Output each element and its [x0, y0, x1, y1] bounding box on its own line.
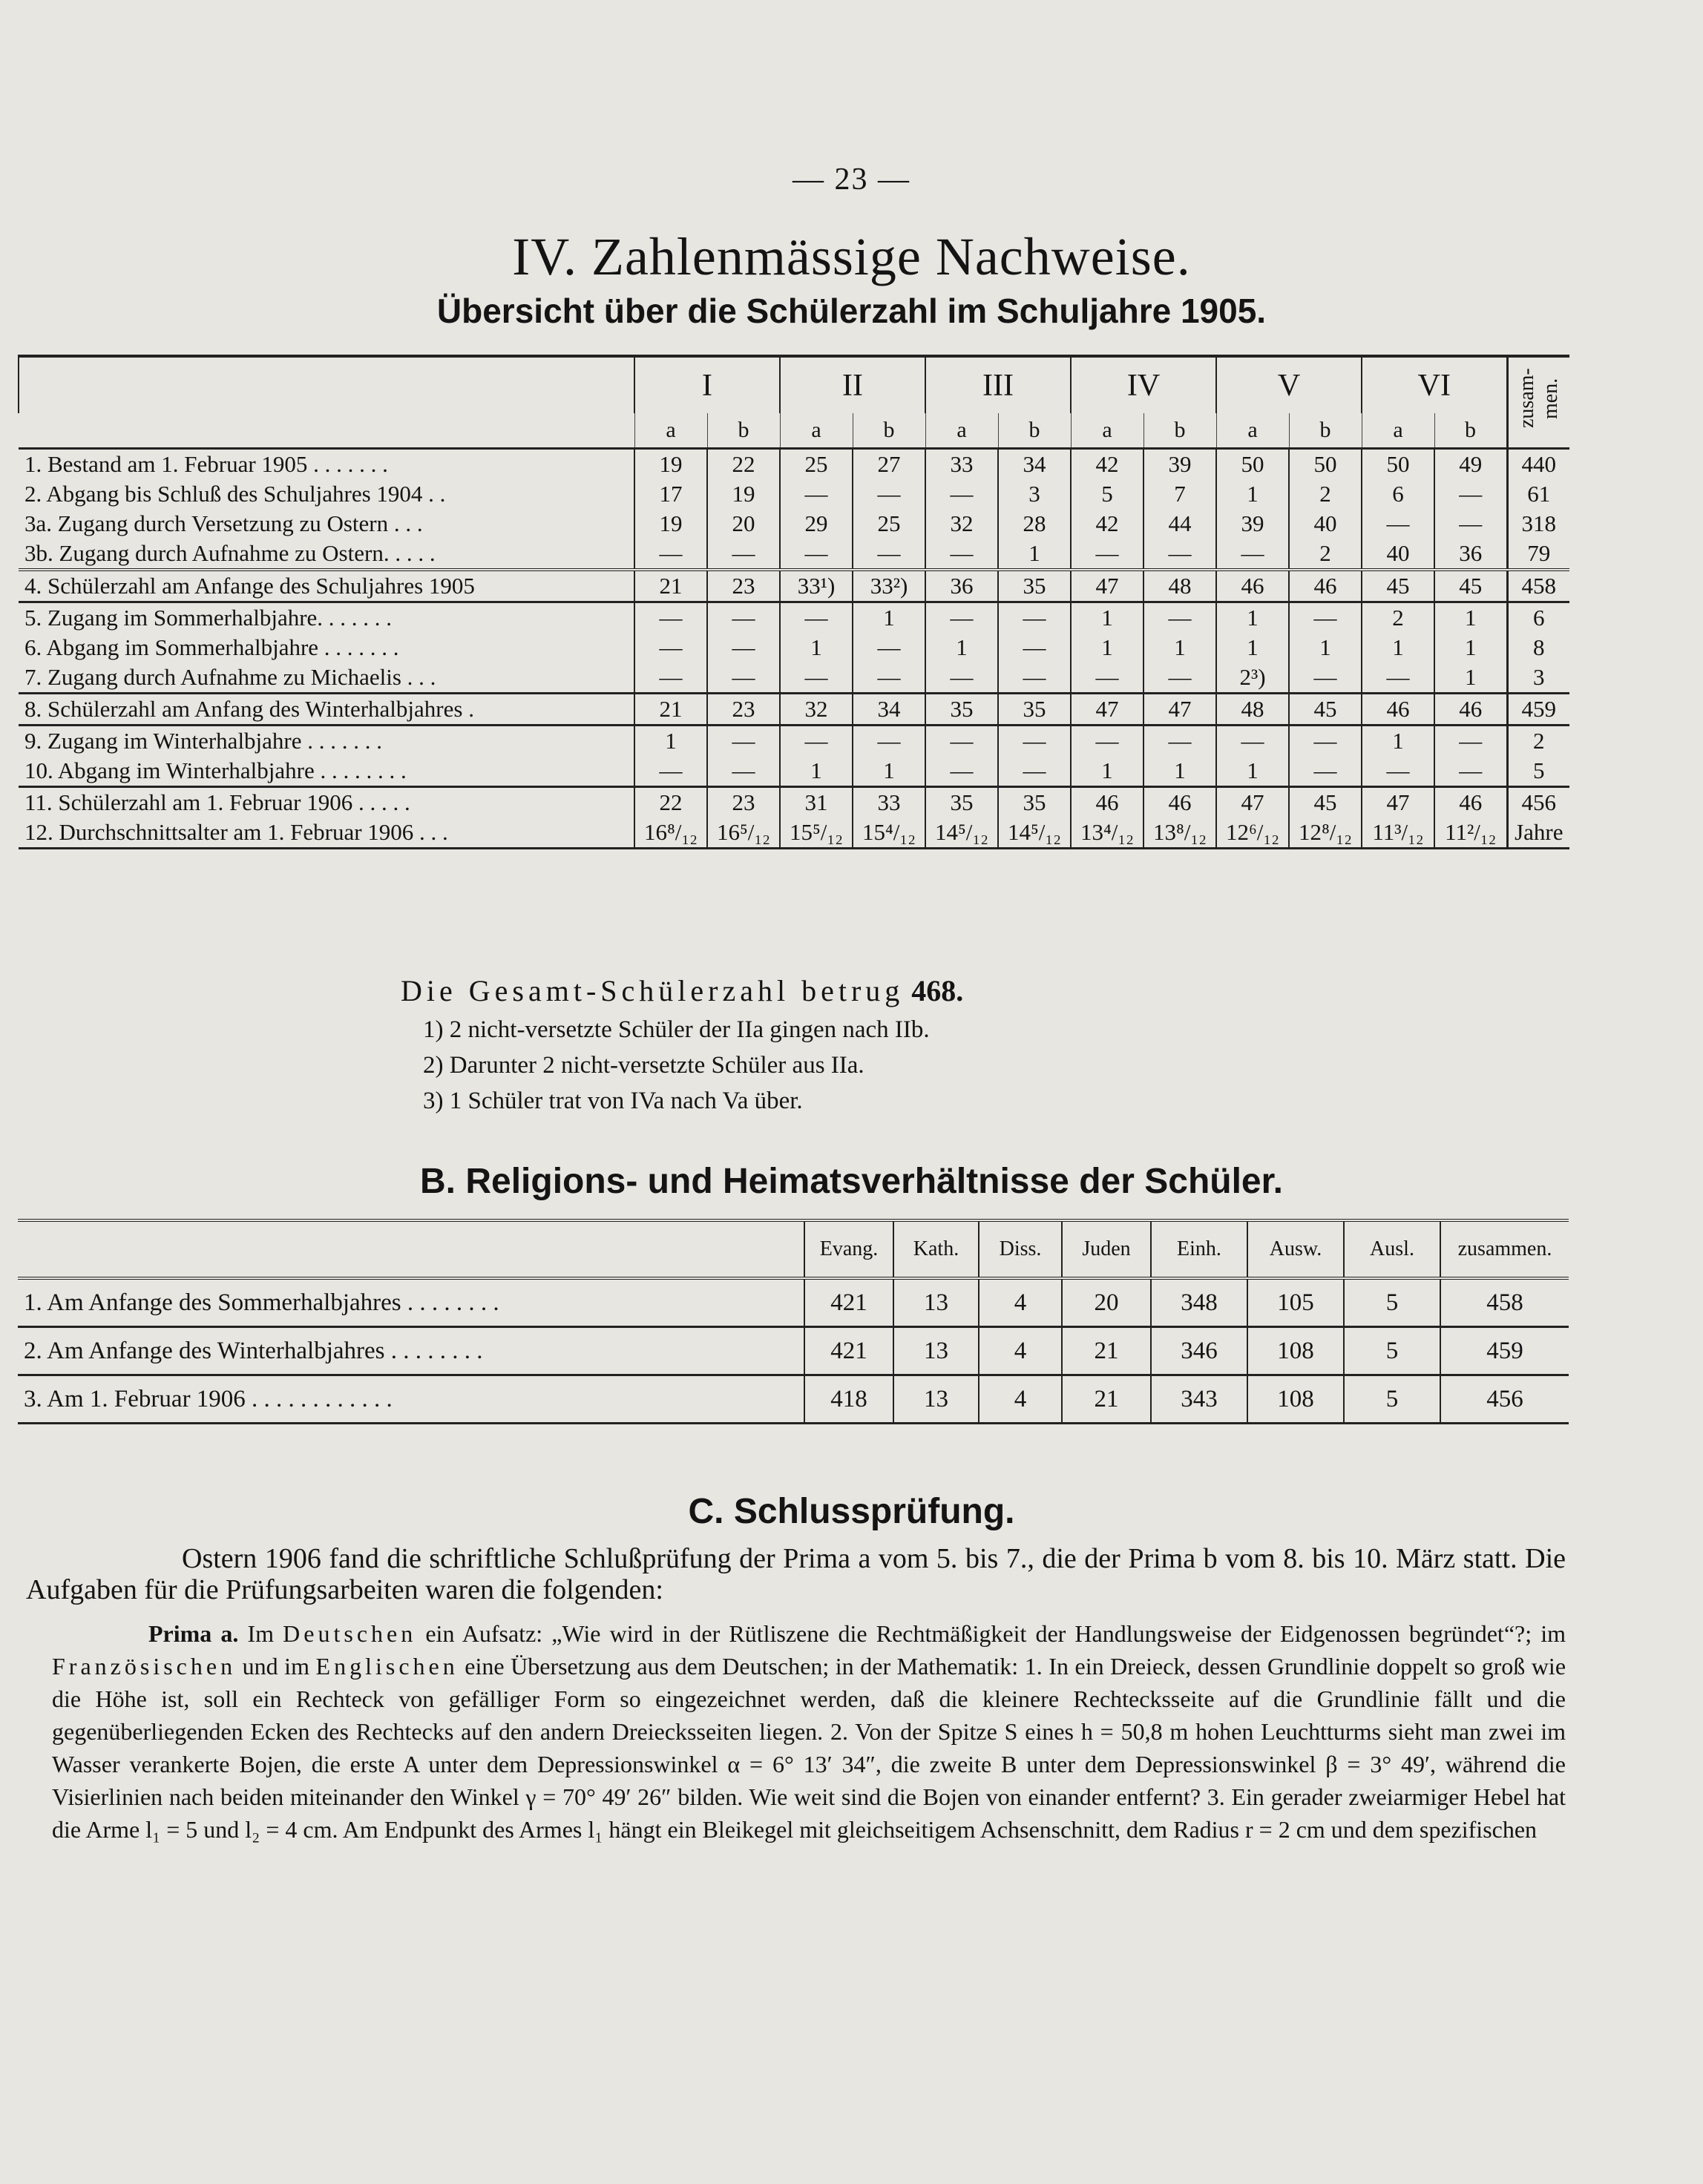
cell-value: 32 — [925, 509, 998, 539]
cell-value: 1 — [1216, 479, 1289, 509]
cell-value: 421 — [804, 1327, 893, 1375]
cell-value: 42 — [1071, 449, 1143, 480]
cell-value: — — [634, 756, 707, 787]
cell-value: 45 — [1362, 570, 1434, 602]
cell-value: 1 — [1071, 633, 1143, 662]
row-label: 3. Am 1. Februar 1906 . . . . . . . . . . . . — [18, 1375, 804, 1424]
religion-header: Juden — [1062, 1220, 1151, 1278]
cell-value: 19 — [634, 509, 707, 539]
cell-value: 13⁴/₁₂ — [1071, 818, 1143, 849]
row-total: 318 — [1507, 509, 1569, 539]
cell-value: 4 — [979, 1375, 1062, 1424]
cell-value: — — [1362, 756, 1434, 787]
cell-value: 48 — [1216, 694, 1289, 726]
cell-value: 35 — [925, 694, 998, 726]
cell-value: 33 — [925, 449, 998, 480]
cell-value: — — [925, 602, 998, 634]
cell-value: — — [1434, 726, 1507, 757]
cell-value: 2 — [1289, 539, 1362, 570]
sub-header: b — [1434, 413, 1507, 448]
cell-value: 4 — [979, 1327, 1062, 1375]
cell-value: — — [780, 662, 853, 694]
student-count-table — [18, 355, 1569, 849]
row-label: 4. Schülerzahl am Anfange des Schuljahres 1905 — [19, 570, 634, 602]
cell-value: 35 — [998, 787, 1071, 818]
row-label: 10. Abgang im Winterhalbjahre . . . . . . . . — [24, 757, 407, 783]
cell-value: — — [998, 602, 1071, 634]
cell-value: 32 — [780, 694, 853, 726]
row-total: 8 — [1507, 633, 1569, 662]
cell-value: — — [1071, 662, 1143, 694]
cell-value: 14⁵/₁₂ — [925, 818, 998, 849]
cell-value: 418 — [804, 1375, 893, 1424]
row-total: 456 — [1507, 787, 1569, 818]
cell-value: 1 — [1071, 602, 1143, 634]
table-row — [19, 694, 1569, 726]
cell-value: — — [707, 756, 780, 787]
cell-value: 34 — [998, 449, 1071, 480]
cell-value: — — [707, 662, 780, 694]
exam-text: und im — [242, 1653, 309, 1680]
row-total: 5 — [1507, 756, 1569, 787]
table-row — [19, 602, 1569, 634]
cell-value: 35 — [998, 570, 1071, 602]
table-row — [19, 726, 1569, 757]
cell-value: 19 — [634, 449, 707, 480]
cell-value: 4 — [979, 1278, 1062, 1327]
row-label: 1. Am Anfange des Sommerhalbjahres . . . . . . . . — [18, 1278, 804, 1327]
table-a-title: Übersicht über die Schülerzahl im Schuljahre 1905. — [436, 292, 1267, 330]
religion-header: Einh. — [1151, 1220, 1247, 1278]
cell-value: 1 — [1434, 633, 1507, 662]
exam-tasks — [52, 1617, 1566, 1846]
cell-value: — — [925, 726, 998, 757]
cell-value: — — [1071, 726, 1143, 757]
cell-value: 39 — [1143, 449, 1216, 480]
cell-value: — — [925, 662, 998, 694]
cell-value: 44 — [1143, 509, 1216, 539]
row-total: 6 — [1507, 602, 1569, 634]
table-row — [19, 756, 1569, 787]
cell-value: 6 — [1362, 479, 1434, 509]
cell-value: — — [707, 602, 780, 634]
table-row — [19, 787, 1569, 818]
cell-value: 11³/₁₂ — [1362, 818, 1434, 849]
cell-value: 1 — [1071, 756, 1143, 787]
cell-value: 50 — [1362, 449, 1434, 480]
cell-value: 20 — [1062, 1278, 1151, 1327]
cell-value: — — [634, 539, 707, 570]
cell-value: 346 — [1151, 1327, 1247, 1375]
table-row — [19, 570, 1569, 602]
exam-intro: Ostern 1906 fand die schriftliche Schlußprüfung der Prima a vom 5. bis 7., die der Prima b vom 8. bis 10. März statt. Die Aufgaben für die Prüfungsarbeiten waren die folgenden: — [26, 1543, 1566, 1605]
cell-value: 21 — [1062, 1375, 1151, 1424]
cell-value: 108 — [1247, 1375, 1344, 1424]
cell-value: 23 — [707, 694, 780, 726]
cell-value: 40 — [1362, 539, 1434, 570]
cell-value: — — [780, 726, 853, 757]
cell-value: — — [998, 756, 1071, 787]
cell-value: — — [634, 633, 707, 662]
sub-header: a — [1216, 413, 1289, 448]
cell-value: 421 — [804, 1278, 893, 1327]
exam-subject: Englischen — [315, 1653, 459, 1680]
sub-header: b — [998, 413, 1071, 448]
cell-value: — — [853, 662, 925, 694]
cell-value: 16⁸/₁₂ — [634, 818, 707, 849]
cell-value: 5 — [1344, 1375, 1440, 1424]
section-c-title: C. Schlussprüfung. — [688, 1492, 1015, 1531]
cell-value: 49 — [1434, 449, 1507, 480]
cell-value: 1 — [1216, 602, 1289, 634]
cell-value: — — [1289, 662, 1362, 694]
cell-value: 5 — [1071, 479, 1143, 509]
row-total: 3 — [1507, 662, 1569, 694]
cell-value: 2 — [1362, 602, 1434, 634]
cell-value: 31 — [780, 787, 853, 818]
row-label: 2. Am Anfange des Winterhalbjahres . . . . . . . . — [18, 1327, 804, 1375]
religion-header: zusammen. — [1440, 1220, 1569, 1278]
exam-text: eine Übersetzung aus dem Deutschen; in der Mathematik: 1. In ein Dreieck, dessen Grundlinie doppelt so groß wie die Höhe ist, soll ein Rechteck von gefälliger Form so eingezeichnet werden, daß die kleinere Rechtecksseite auf die Grundlinie fällt und die gegenüberliegenden Ecken des Rechtecks auf den andern Dreiecksseiten liegen. 2. Von der Spitze S eines h = 50,8 m hohen Leuchtturms sieht man zwei im Wasser verankerte Bojen, die erste A unter dem Depressionswinkel α = 6° 13′ 34″, die zweite B unter dem Depressionswinkel β = 3° 49′, während die Visierlinien nach beiden miteinander den Winkel γ = 70° 49′ 26″ bilden. Wie weit sind die Bojen von einander entfernt? 3. Ein gerader zweiarmiger Hebel hat die Arme l₁ = 5 und l₂ = 4 cm. Am Endpunkt des Armes l₁ hängt ein Bleikegel mit gleichseitigem Achsenschnitt, dem Radius r = 2 cm und dem spezifischen — [52, 1653, 1566, 1843]
total-header-cell — [1507, 356, 1569, 449]
cell-value: 1 — [998, 539, 1071, 570]
footnote: 3) 1 Schüler trat von IVa nach Va über. — [423, 1088, 803, 1114]
cell-value: 33 — [853, 787, 925, 818]
row-label: 12. Durchschnittsalter am 1. Februar 1906 . . . — [19, 818, 634, 849]
table-a-body — [19, 449, 1569, 849]
cell-value: 45 — [1289, 694, 1362, 726]
table-row — [19, 449, 1569, 480]
cell-value: — — [1216, 726, 1289, 757]
sub-header: b — [853, 413, 925, 448]
cell-value: 2 — [1289, 479, 1362, 509]
sub-header: b — [1289, 413, 1362, 448]
cell-value: 456 — [1440, 1375, 1569, 1424]
cell-value: 459 — [1440, 1327, 1569, 1375]
sub-header: b — [707, 413, 780, 448]
cell-value: 46 — [1362, 694, 1434, 726]
cell-value: — — [998, 633, 1071, 662]
row-total: 2 — [1507, 726, 1569, 757]
cell-value: 29 — [780, 509, 853, 539]
religion-header: Ausl. — [1344, 1220, 1440, 1278]
cell-value: — — [925, 479, 998, 509]
cell-value: — — [1434, 479, 1507, 509]
cell-value: 16⁵/₁₂ — [707, 818, 780, 849]
cell-value: — — [1071, 539, 1143, 570]
religion-header: Diss. — [979, 1220, 1062, 1278]
table-b-body — [18, 1278, 1569, 1424]
cell-value: 22 — [707, 449, 780, 480]
cell-value: — — [707, 539, 780, 570]
class-header: VI — [1362, 356, 1507, 413]
cell-value: 1 — [1362, 726, 1434, 757]
row-total: 458 — [1507, 570, 1569, 602]
cell-value: 15⁴/₁₂ — [853, 818, 925, 849]
total-label: Die Gesamt-Schülerzahl betrug — [401, 974, 905, 1007]
cell-value: 46 — [1071, 787, 1143, 818]
cell-value: 21 — [634, 694, 707, 726]
cell-value: 17 — [634, 479, 707, 509]
cell-value: 40 — [1289, 509, 1362, 539]
cell-value: 46 — [1216, 570, 1289, 602]
cell-value: 7 — [1143, 479, 1216, 509]
total-value: 468. — [911, 974, 964, 1007]
cell-value: 13 — [893, 1278, 979, 1327]
cell-value: — — [1362, 662, 1434, 694]
cell-value: 35 — [925, 787, 998, 818]
cell-value: 20 — [707, 509, 780, 539]
row-label: 3a. Zugang durch Versetzung zu Ostern . . . — [24, 510, 423, 536]
cell-value: 105 — [1247, 1278, 1344, 1327]
cell-value: — — [1362, 509, 1434, 539]
exam-text: Im — [247, 1620, 275, 1647]
cell-value: — — [853, 539, 925, 570]
cell-value: 33²) — [853, 570, 925, 602]
cell-value: — — [1289, 756, 1362, 787]
cell-value: 1 — [853, 602, 925, 634]
cell-value: 13 — [893, 1375, 979, 1424]
table-row — [19, 633, 1569, 662]
table-row — [19, 509, 1569, 539]
table-row — [18, 1375, 1569, 1424]
row-label: 9. Zugang im Winterhalbjahre . . . . . . . — [19, 726, 634, 757]
cell-value: 47 — [1071, 694, 1143, 726]
row-label: 1. Bestand am 1. Februar 1905 . . . . . . . — [19, 449, 634, 480]
cell-value: — — [707, 726, 780, 757]
sub-header: a — [634, 413, 707, 448]
table-row — [19, 818, 1569, 849]
class-header: I — [634, 356, 780, 413]
cell-value: 1 — [1289, 633, 1362, 662]
cell-value: 48 — [1143, 570, 1216, 602]
cell-value: 12⁶/₁₂ — [1216, 818, 1289, 849]
cell-value: 5 — [1344, 1327, 1440, 1375]
table-row — [19, 479, 1569, 509]
cell-value: 1 — [1143, 756, 1216, 787]
sub-header: a — [925, 413, 998, 448]
cell-value: 36 — [1434, 539, 1507, 570]
row-total: 79 — [1507, 539, 1569, 570]
header-blank — [19, 356, 634, 413]
exam-subject: Deutschen — [283, 1620, 417, 1647]
cell-value: 23 — [707, 570, 780, 602]
row-label: 2. Abgang bis Schluß des Schuljahres 1904 . . — [24, 481, 446, 507]
cell-value: — — [998, 726, 1071, 757]
section-b-title: B. Religions- und Heimatsverhältnisse der Schüler. — [420, 1162, 1283, 1201]
class-header: III — [925, 356, 1071, 413]
cell-value: 1 — [1434, 662, 1507, 694]
cell-value: 50 — [1216, 449, 1289, 480]
cell-value: 47 — [1071, 570, 1143, 602]
cell-value: 21 — [634, 570, 707, 602]
cell-value: — — [853, 479, 925, 509]
cell-value: — — [1216, 539, 1289, 570]
class-header: V — [1216, 356, 1362, 413]
cell-value: 50 — [1289, 449, 1362, 480]
cell-value: — — [1434, 509, 1507, 539]
cell-value: — — [1143, 662, 1216, 694]
row-label: 7. Zugang durch Aufnahme zu Michaelis . . . — [24, 664, 436, 690]
cell-value: 25 — [780, 449, 853, 480]
cell-value: 1 — [1362, 633, 1434, 662]
sub-header: a — [1362, 413, 1434, 448]
cell-value: 23 — [707, 787, 780, 818]
cell-value: — — [853, 633, 925, 662]
cell-value: — — [1143, 539, 1216, 570]
cell-value: 45 — [1289, 787, 1362, 818]
religion-table — [18, 1219, 1569, 1424]
cell-value: 45 — [1434, 570, 1507, 602]
cell-value: — — [1289, 602, 1362, 634]
cell-value: — — [634, 662, 707, 694]
cell-value: 13⁸/₁₂ — [1143, 818, 1216, 849]
row-label: 6. Abgang im Sommerhalbjahre . . . . . . . — [24, 634, 399, 660]
cell-value: — — [634, 602, 707, 634]
row-label: 8. Schülerzahl am Anfang des Winterhalbjahres . — [19, 694, 634, 726]
page-number: — 23 — — [793, 162, 910, 197]
religion-header: Ausw. — [1247, 1220, 1344, 1278]
cell-value: 27 — [853, 449, 925, 480]
row-total: 440 — [1507, 449, 1569, 480]
cell-value: 28 — [998, 509, 1071, 539]
cell-value: 1 — [1434, 602, 1507, 634]
cell-value: 15⁵/₁₂ — [780, 818, 853, 849]
exam-lead: Prima a. — [148, 1620, 239, 1647]
cell-value: 1 — [853, 756, 925, 787]
cell-value: — — [925, 539, 998, 570]
cell-value: 25 — [853, 509, 925, 539]
cell-value: 33¹) — [780, 570, 853, 602]
sub-header: a — [780, 413, 853, 448]
header-blank — [19, 413, 634, 448]
cell-value: — — [1143, 726, 1216, 757]
cell-value: 36 — [925, 570, 998, 602]
cell-value: — — [780, 539, 853, 570]
exam-subject: Französischen — [52, 1653, 237, 1680]
footnote: 2) Darunter 2 nicht-versetzte Schüler aus IIa. — [423, 1052, 864, 1079]
cell-value: 1 — [1216, 756, 1289, 787]
cell-value: — — [707, 633, 780, 662]
total-line — [401, 973, 963, 1008]
cell-value: 46 — [1434, 694, 1507, 726]
cell-value: 1 — [780, 633, 853, 662]
header-blank — [18, 1220, 804, 1278]
cell-value: 1 — [925, 633, 998, 662]
cell-value: — — [1143, 602, 1216, 634]
row-label: 11. Schülerzahl am 1. Februar 1906 . . . . . — [19, 787, 634, 818]
cell-value: 1 — [634, 726, 707, 757]
cell-value: 5 — [1344, 1278, 1440, 1327]
cell-value: 458 — [1440, 1278, 1569, 1327]
cell-value: 35 — [998, 694, 1071, 726]
cell-value: 108 — [1247, 1327, 1344, 1375]
cell-value: 1 — [780, 756, 853, 787]
cell-value: — — [998, 662, 1071, 694]
cell-value: 47 — [1143, 694, 1216, 726]
cell-value: — — [780, 602, 853, 634]
cell-value: 46 — [1289, 570, 1362, 602]
exam-text: ein Aufsatz: „Wie wird in der Rütliszene die Rechtmäßigkeit der Handlungsweise der Eidgenossen begründet“?; im — [425, 1620, 1566, 1647]
cell-value: 19 — [707, 479, 780, 509]
row-total: 61 — [1507, 479, 1569, 509]
row-label: 5. Zugang im Sommerhalbjahre. . . . . . . — [19, 602, 634, 634]
cell-value: 3 — [998, 479, 1071, 509]
class-header: II — [780, 356, 925, 413]
cell-value: 47 — [1216, 787, 1289, 818]
cell-value: 39 — [1216, 509, 1289, 539]
sub-header: a — [1071, 413, 1143, 448]
cell-value: — — [780, 479, 853, 509]
cell-value: 46 — [1434, 787, 1507, 818]
cell-value: 42 — [1071, 509, 1143, 539]
cell-value: — — [925, 756, 998, 787]
total-header: zusam-men. — [1515, 368, 1562, 429]
cell-value: 46 — [1143, 787, 1216, 818]
cell-value: 343 — [1151, 1375, 1247, 1424]
religion-header: Evang. — [804, 1220, 893, 1278]
religion-header: Kath. — [893, 1220, 979, 1278]
row-total: 459 — [1507, 694, 1569, 726]
cell-value: 21 — [1062, 1327, 1151, 1375]
sub-header: b — [1143, 413, 1216, 448]
table-row — [18, 1278, 1569, 1327]
cell-value: 13 — [893, 1327, 979, 1375]
cell-value: — — [1434, 756, 1507, 787]
cell-value: 348 — [1151, 1278, 1247, 1327]
table-row — [19, 662, 1569, 694]
cell-value: 12⁸/₁₂ — [1289, 818, 1362, 849]
footnote: 1) 2 nicht-versetzte Schüler der IIa gingen nach IIb. — [423, 1016, 930, 1043]
cell-value: 34 — [853, 694, 925, 726]
page-title: IV. Zahlenmässige Nachweise. — [512, 227, 1191, 286]
table-row — [18, 1327, 1569, 1375]
cell-value: — — [853, 726, 925, 757]
cell-value: — — [1289, 726, 1362, 757]
cell-value: 1 — [1143, 633, 1216, 662]
cell-value: 1 — [1216, 633, 1289, 662]
row-total: Jahre — [1507, 818, 1569, 849]
class-header: IV — [1071, 356, 1216, 413]
cell-value: 22 — [634, 787, 707, 818]
cell-value: 14⁵/₁₂ — [998, 818, 1071, 849]
cell-value: 47 — [1362, 787, 1434, 818]
cell-value: 11²/₁₂ — [1434, 818, 1507, 849]
cell-value: 2³) — [1216, 662, 1289, 694]
row-label: 3b. Zugang durch Aufnahme zu Ostern. . . . . — [24, 540, 436, 566]
table-row — [19, 539, 1569, 570]
